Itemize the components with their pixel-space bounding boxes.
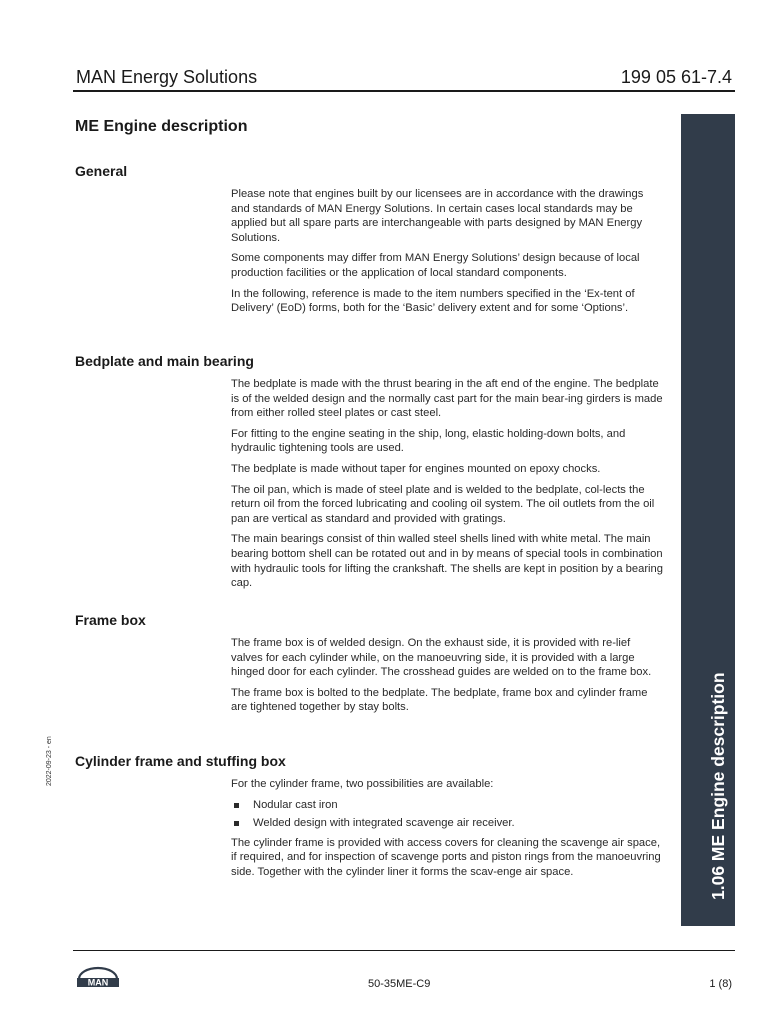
document-date-stamp: 2022-09-23 - en	[46, 736, 53, 786]
paragraph: The frame box is bolted to the bedplate. The bedplate, frame box and cylinder frame are tightened together by stay bolts.	[231, 686, 648, 714]
section-heading-cylinder-frame: Cylinder frame and stuffing box	[75, 753, 286, 769]
page-title: ME Engine description	[75, 118, 248, 135]
footer-divider	[73, 950, 735, 951]
list-item-text: Welded design with integrated scavenge air receiver.	[253, 817, 515, 830]
paragraph: Please note that engines built by our licensees are in accordance with the drawings and standards of MAN Energy Solutions. In certain cases local standards may be applied but all spare parts are interchangeable with parts designed by MAN Energy Solutions.	[231, 188, 644, 244]
paragraph: The cylinder frame is provided with access covers for cleaning the scavenge air space, if required, and for inspection of scavenge ports and piston rings from the manoeuvring side. Together with the cylinder liner it forms the scav-enge air space.	[231, 836, 661, 878]
paragraph: In the following, reference is made to the item numbers specified in the ‘Ex-tent of Delivery’ (EoD) forms, both for the ‘Basic’ delivery extent and for some ‘Options’.	[231, 287, 635, 315]
list-item-text: Nodular cast iron	[253, 798, 338, 811]
bullet-square-icon	[234, 803, 239, 808]
paragraph: The main bearings consist of thin walled steel shells lined with white metal. The main bearing bottom shell can be rotated out and in by means of special tools in combination with hydraulic tools for lifting the crankshaft. The shells are kept in position by a bearing cap.	[231, 533, 663, 590]
section-heading-frame-box: Frame box	[75, 612, 146, 628]
header-document-number: 199 05 61-7.4	[620, 67, 732, 87]
chapter-sidebar-label: 1.06 ME Engine description	[708, 672, 728, 900]
section-heading-bedplate: Bedplate and main bearing	[75, 353, 254, 369]
bullet-square-icon	[234, 821, 239, 826]
header-company-name: MAN Energy Solutions	[76, 67, 258, 87]
paragraph: Some components may differ from MAN Energy Solutions’ design because of local production facilities or the application of local standard components.	[231, 252, 640, 279]
section-heading-general: General	[75, 163, 128, 179]
bullet-list	[231, 798, 665, 831]
footer-document-code: 50-35ME-C9	[368, 978, 431, 990]
section-body-bedplate	[231, 377, 665, 597]
logo-text: MAN	[87, 977, 109, 988]
section-body-cylinder-frame	[231, 777, 665, 886]
footer-page-number: 1 (8)	[709, 978, 732, 990]
paragraph: For fitting to the engine seating in the ship, long, elastic holding-down bolts, and hydraulic tightening tools are used.	[231, 427, 626, 455]
paragraph: The frame box is of welded design. On the exhaust side, it is provided with re-lief valves for each cylinder while, on the manoeuvring side, it is provided with a large hinged door for each cylinder. The crosshead guides are welded on to the frame box.	[231, 637, 652, 679]
section-body-frame-box	[231, 636, 665, 721]
header-divider	[73, 90, 735, 92]
section-body-general	[231, 187, 665, 322]
paragraph: The bedplate is made with the thrust bearing in the aft end of the engine. The bedplate is of the welded design and the normally cast part for the main bear-ing girders is made from either rolled steel plates or cast steel.	[231, 378, 663, 420]
paragraph: For the cylinder frame, two possibilities are available:	[231, 778, 494, 790]
list-item	[231, 816, 665, 831]
paragraph: The bedplate is made without taper for engines mounted on epoxy chocks.	[231, 462, 601, 475]
paragraph: The oil pan, which is made of steel plate and is welded to the bedplate, col-lects the return oil from the forced lubricating and cooling oil system. The oil outlets from the oil pan are vertical as standard and provided with gratings.	[231, 483, 655, 525]
list-item	[231, 798, 665, 813]
man-logo-icon	[76, 966, 120, 988]
